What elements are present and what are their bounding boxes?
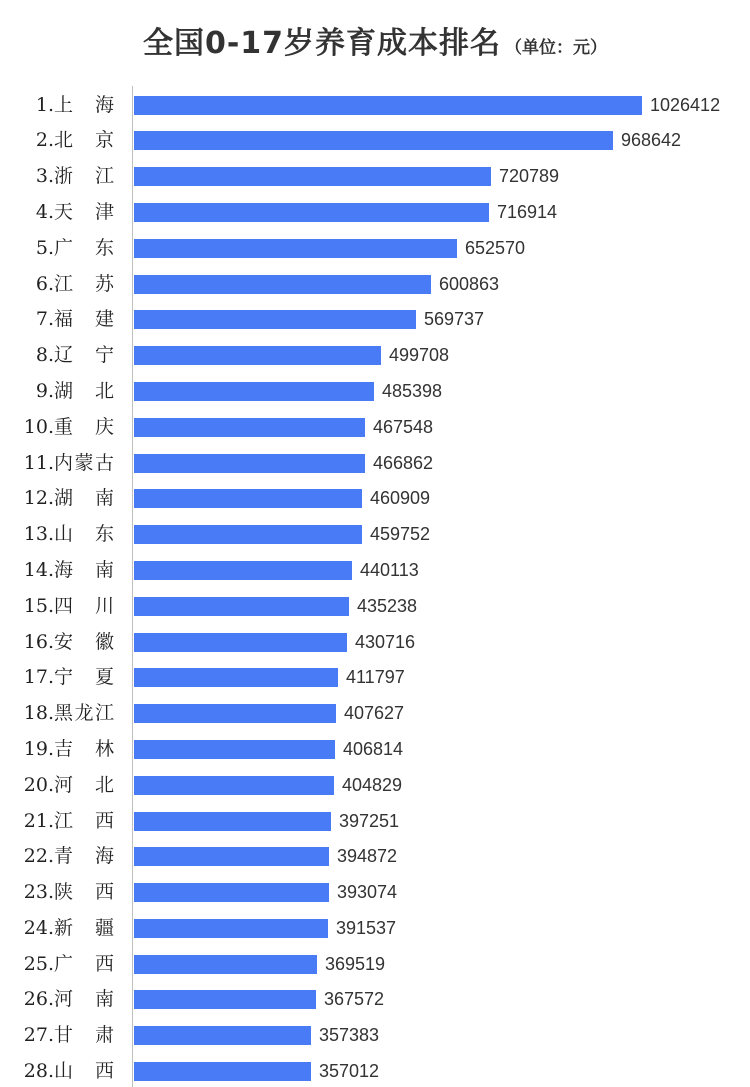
rank-number: 19.	[23, 738, 54, 760]
category-label	[0, 275, 114, 294]
province-name: 宁夏	[54, 666, 114, 688]
bar	[134, 275, 431, 294]
rank-number: 1.	[35, 94, 54, 116]
category-label	[0, 418, 114, 437]
rank-number: 10.	[23, 416, 54, 438]
value-label: 406814	[343, 739, 404, 759]
bar	[134, 131, 613, 150]
province-name: 陕西	[54, 881, 114, 903]
bar	[134, 561, 352, 580]
rank-number: 16.	[23, 631, 54, 653]
rank-number: 5.	[35, 237, 54, 259]
bar	[134, 96, 642, 115]
rank-number: 17.	[23, 666, 54, 688]
value-label: 485398	[382, 381, 443, 401]
rank-number: 25.	[23, 953, 54, 975]
province-name: 天津	[54, 201, 114, 223]
category-label	[0, 131, 114, 150]
value-label: 459752	[370, 524, 431, 544]
bar	[134, 597, 349, 616]
bar	[134, 167, 491, 186]
value-label: 968642	[621, 130, 682, 150]
category-label	[0, 525, 114, 544]
category-label	[0, 167, 114, 186]
value-label: 652570	[465, 238, 526, 258]
category-label	[0, 382, 114, 401]
bar	[134, 525, 362, 544]
category-label	[0, 346, 114, 365]
category-label	[0, 1026, 114, 1045]
province-name: 青海	[54, 845, 114, 867]
rank-number: 9.	[35, 380, 54, 402]
bar	[134, 776, 334, 795]
category-label	[0, 883, 114, 902]
rank-number: 3.	[35, 165, 54, 187]
province-name: 北京	[54, 129, 114, 151]
province-name: 重庆	[54, 416, 114, 438]
rank-number: 4.	[35, 201, 54, 223]
category-label	[0, 990, 114, 1009]
province-name: 山西	[54, 1060, 114, 1082]
rank-number: 26.	[23, 988, 54, 1010]
category-label	[0, 812, 114, 831]
value-label: 357012	[319, 1061, 380, 1081]
province-name: 湖北	[54, 380, 114, 402]
value-label: 391537	[336, 918, 397, 938]
province-name: 湖南	[54, 487, 114, 509]
value-label: 467548	[373, 417, 434, 437]
category-label	[0, 239, 114, 258]
bar	[134, 883, 329, 902]
category-label	[0, 704, 114, 723]
value-label: 404829	[342, 775, 403, 795]
category-label	[0, 1062, 114, 1081]
category-label	[0, 740, 114, 759]
value-label: 716914	[497, 202, 558, 222]
rank-number: 6.	[35, 273, 54, 295]
province-name: 浙江	[54, 165, 114, 187]
rank-number: 28.	[23, 1060, 54, 1082]
value-label: 499708	[389, 345, 450, 365]
value-label: 369519	[325, 954, 386, 974]
province-name: 海南	[54, 559, 114, 581]
province-name: 河北	[54, 774, 114, 796]
bar	[134, 955, 317, 974]
value-label: 440113	[360, 560, 419, 580]
province-name: 江苏	[54, 273, 114, 295]
category-label	[0, 203, 114, 222]
province-name: 上海	[54, 94, 114, 116]
value-label: 397251	[339, 811, 400, 831]
rank-number: 27.	[23, 1024, 54, 1046]
value-label: 393074	[337, 882, 398, 902]
bar	[134, 668, 338, 687]
bar	[134, 1062, 311, 1081]
category-label	[0, 633, 114, 652]
category-label	[0, 668, 114, 687]
bar	[134, 489, 362, 508]
category-label	[0, 919, 114, 938]
value-label: 720789	[499, 166, 560, 186]
province-name: 河南	[54, 988, 114, 1010]
rank-number: 18.	[23, 702, 54, 724]
province-name: 新疆	[54, 917, 114, 939]
bar	[134, 310, 416, 329]
rank-number: 8.	[35, 344, 54, 366]
province-name: 福建	[54, 308, 114, 330]
category-label	[0, 561, 114, 580]
bar	[134, 633, 347, 652]
value-label: 1026412	[650, 95, 721, 115]
province-name: 黑龙江	[54, 702, 114, 724]
bar	[134, 346, 381, 365]
rank-number: 12.	[23, 487, 54, 509]
value-label: 430716	[355, 632, 416, 652]
chart-title: 全国0-17岁养育成本排名	[142, 26, 502, 61]
bar	[134, 203, 489, 222]
rank-number: 20.	[23, 774, 54, 796]
province-name: 辽宁	[54, 344, 114, 366]
bar	[134, 919, 328, 938]
rank-number: 22.	[23, 845, 54, 867]
value-label: 411797	[346, 667, 405, 687]
bar	[134, 704, 336, 723]
value-label: 600863	[439, 274, 500, 294]
rank-number: 7.	[35, 308, 54, 330]
province-name: 安徽	[54, 631, 114, 653]
bar	[134, 990, 316, 1009]
province-name: 江西	[54, 810, 114, 832]
category-label	[0, 310, 114, 329]
category-label	[0, 96, 114, 115]
rank-number: 11.	[23, 452, 54, 474]
province-name: 内蒙古	[54, 452, 114, 474]
rank-number: 24.	[23, 917, 54, 939]
bar	[134, 740, 335, 759]
chart-unit-note: （单位：元）	[505, 38, 608, 58]
category-label	[0, 847, 114, 866]
rank-number: 14.	[23, 559, 54, 581]
category-label	[0, 597, 114, 616]
category-label	[0, 489, 114, 508]
value-label: 435238	[357, 596, 418, 616]
value-label: 367572	[324, 989, 385, 1009]
value-label: 460909	[370, 488, 431, 508]
province-name: 广东	[54, 237, 114, 259]
value-label: 407627	[344, 703, 405, 723]
province-name: 吉林	[54, 738, 114, 760]
category-label	[0, 955, 114, 974]
value-label: 569737	[424, 309, 485, 329]
bar	[134, 812, 331, 831]
value-label: 357383	[319, 1025, 380, 1045]
category-label	[0, 776, 114, 795]
bar	[134, 1026, 311, 1045]
bar	[134, 239, 457, 258]
rank-number: 2.	[35, 129, 54, 151]
province-name: 甘肃	[54, 1024, 114, 1046]
value-label: 466862	[373, 453, 434, 473]
value-label: 394872	[337, 846, 398, 866]
bar	[134, 454, 365, 473]
province-name: 广西	[54, 953, 114, 975]
province-name: 山东	[54, 523, 114, 545]
bar	[134, 382, 374, 401]
rank-number: 15.	[23, 595, 54, 617]
bar	[134, 418, 365, 437]
rank-number: 23.	[23, 881, 54, 903]
category-label	[0, 454, 114, 473]
bar	[134, 847, 329, 866]
province-name: 四川	[54, 595, 114, 617]
rank-number: 21.	[23, 810, 54, 832]
rank-number: 13.	[23, 523, 54, 545]
